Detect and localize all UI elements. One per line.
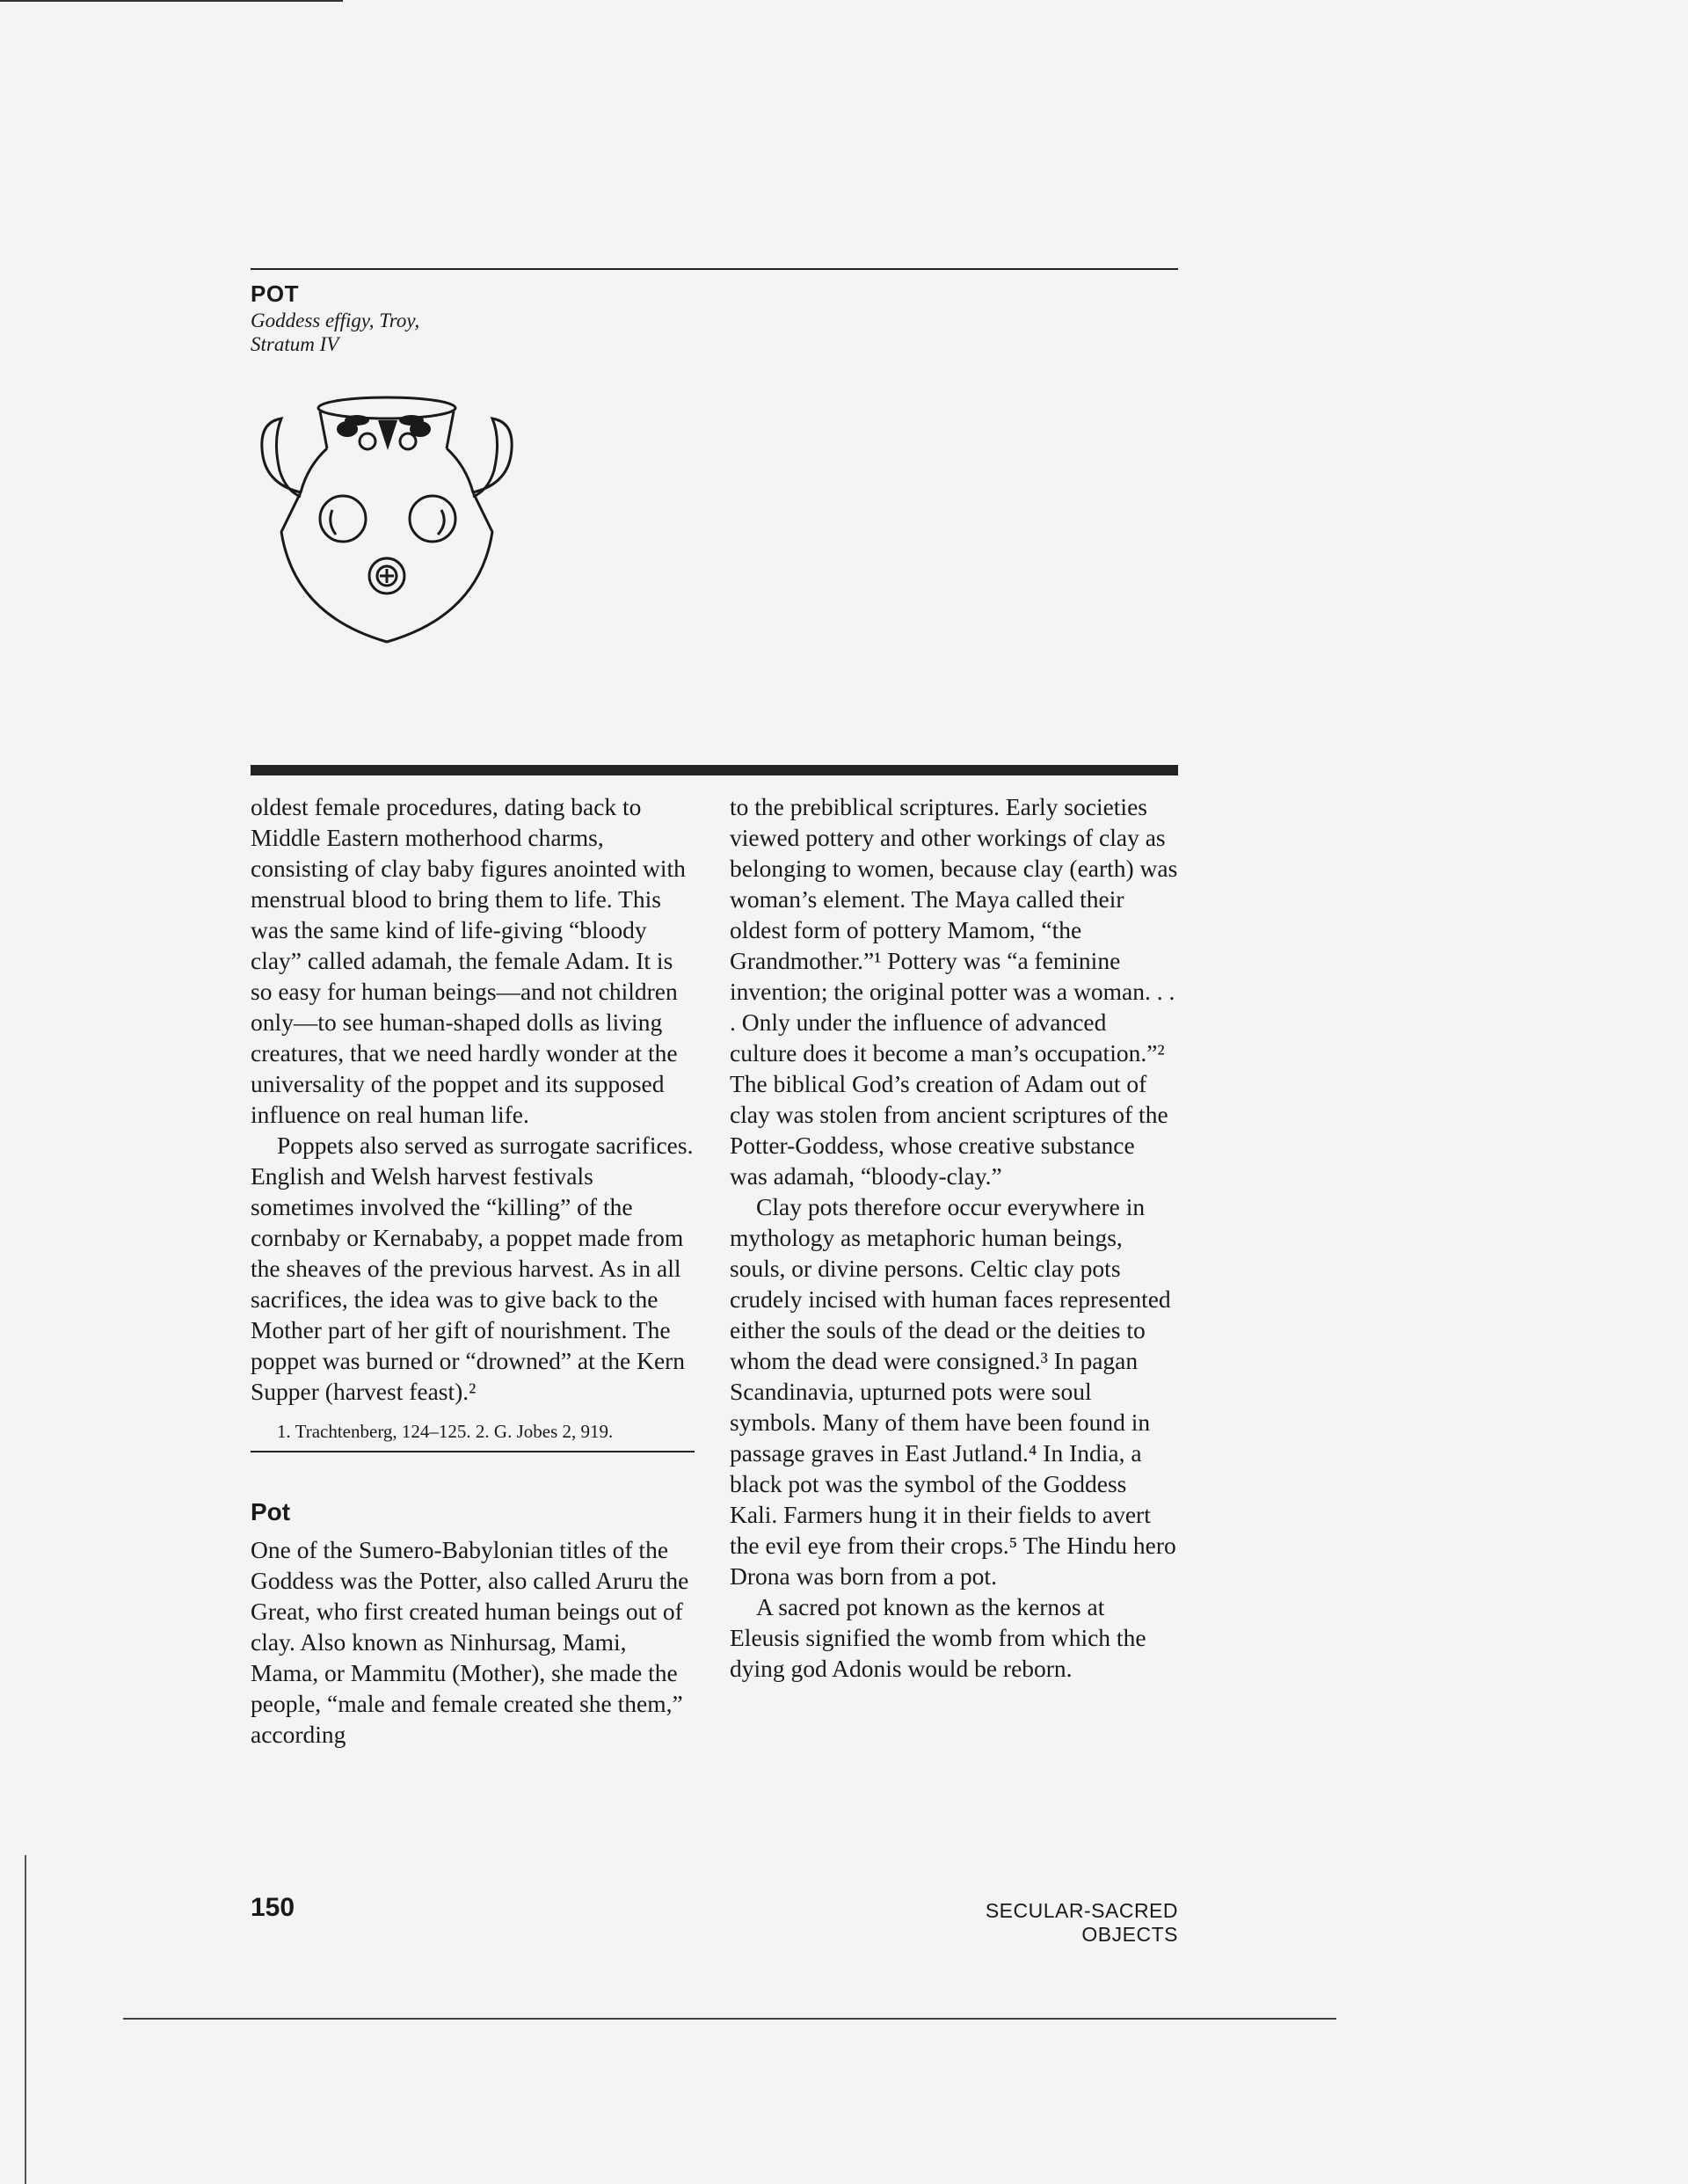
paragraph: to the prebiblical scriptures. Early societies viewed pottery and other workings of clay as belonging to women, because clay (earth) was woman’s element. The Maya called their oldest form of pottery Mamom, “the Grandmother.”¹ Pottery was “a feminine invention; the original potter was a woman. . . . Only under the influence of advanced culture does it become a man’s occupation.”² The biblical God’s creation of Adam out of clay was stolen from ancient scriptures of the Potter-Goddess, whose creative substance was adamah, “bloody-clay.” [730,793,1178,1190]
running-head: SECULAR-SACRED OBJECTS [985,1899,1178,1946]
figure-header [251,281,602,357]
footnote-rule [251,1451,695,1452]
scan-edge-top [0,0,343,2]
scan-edge-left [25,1855,26,2184]
entry-heading: Pot [251,1498,291,1525]
page-number: 150 [251,1893,295,1922]
paragraph: One of the Sumero-Babylonian titles of the Goddess was the Potter, also called Aruru the Great, who first created human beings out of clay. Also known as Ninhursag, Mami, Mama, or Mammitu (Mother), she made the people, “male and female created she them,” according [251,1536,689,1748]
paragraph: Clay pots therefore occur everywhere in mythology as metaphoric human beings, souls, or divine persons. Celtic clay pots crudely incised with human faces represented either the souls of the dead or the deities to whom the dead were consigned.³ In pagan Scandinavia, upturned pots were soul symbols. Many of them have been found in passage graves in East Jutland.⁴ In India, a black pot was the symbol of the Goddess Kali. Farmers hung it in their fields to avert the evil eye from their crops.⁵ The Hindu hero Drona was born from a pot. [730,1193,1176,1590]
paragraph: oldest female procedures, dating back to Middle Eastern motherhood charms, consisting of clay baby figures anointed with menstrual blood to bring them to life. This was the same kind of life-giving “bloody clay” called adamah, the female Adam. It is so easy for human beings—and not children only—to see human-shaped dolls as living creatures, that we need hardly wonder at the universality of the poppet and its supposed influence on real human life. [251,793,686,1128]
scan-edge-bottom [123,2018,1336,2020]
goddess-pot-illustration [246,387,528,651]
figure-title: POT [251,280,299,307]
footnotes: 1. Trachtenberg, 124–125. 2. G. Jobes 2, 919. [277,1421,614,1442]
paragraph: Poppets also served as surrogate sacrifices. English and Welsh harvest festivals sometimes involved the “killing” of the cornbaby or Kernababy, a poppet made from the sheaves of the previous harvest. As in all sacrifices, the idea was to give back to the Mother part of her gift of nourishment. The poppet was burned or “drowned” at the Kern Supper (harvest feast).² [251,1132,694,1405]
figure-caption: Goddess effigy, Troy, Stratum IV [251,309,420,356]
figure-top-rule [251,268,1178,270]
paragraph: A sacred pot known as the kernos at Eleusis signified the womb from which the dying god Adonis would be reborn. [730,1593,1146,1682]
section-rule [251,765,1178,775]
right-column [730,791,1178,1684]
left-column [251,791,699,1750]
